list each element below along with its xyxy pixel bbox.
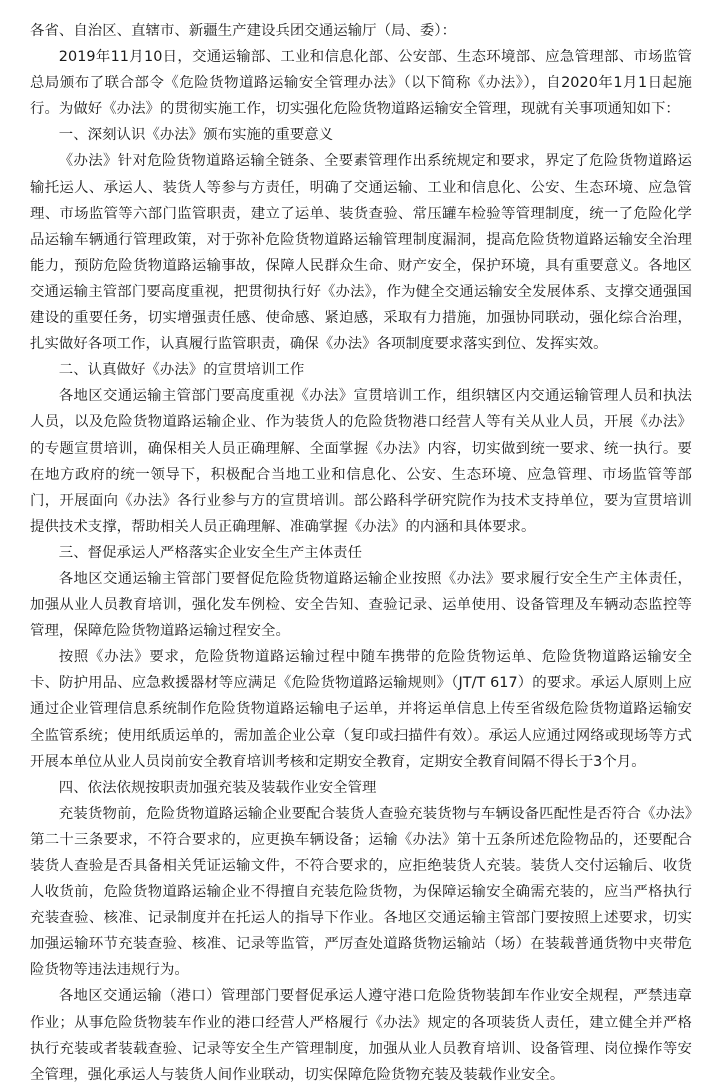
document-body — [30, 18, 692, 1088]
intro-paragraph: 2019年11月10日，交通运输部、工业和信息化部、公安部、生态环境部、应急管理部、市场监管总局颁布了联合部令《危险货物道路运输安全管理办法》（以下简称《办法》），自2020年1月1日起施行。为做好《办法》的贯彻实施工作，切实强化危险货物道路运输安全管理，现就有关事项通知如下： — [30, 49, 692, 118]
section-3-paragraph-2: 按照《办法》要求，危险货物道路运输过程中随车携带的危险货物运单、危险货物道路运输安全卡、防护用品、应急救援器材等应满足《危险货物道路运输规则》（JT/T 617）的要求。承运人原则上应通过企业管理信息系统制作危险货物道路运输电子运单，并将运单信息上传至省级危险货物道路运输安全监管系统；使用纸质运单的，需加盖企业公章（复印或扫描件有效）。承运人应通过网络或现场等方式开展本单位从业人员岗前安全教育培训考核和定期安全教育，定期安全教育间隔不得长于3个月。 — [30, 649, 692, 770]
section-4-paragraph-1: 充装货物前，危险货物道路运输企业要配合装货人查验充装货物与车辆设备匹配性是否符合《办法》第二十三条要求，不符合要求的，应更换车辆设备；运输《办法》第十五条所述危险物品的，还要配合装货人查验是否具备相关凭证运输文件，不符合要求的，应拒绝装货人充装。装货人交付运输后、收货人收货前，危险货物道路运输企业不得擅自充装危险货物，为保障运输安全确需充装的，应当严格执行充装查验、核准、记录制度并在托运人的指导下作业。各地区交通运输主管部门要按照上述要求，切实加强运输环节充装查验、核准、记录等监管，严厉查处道路货物运输站（场）在装载普通货物中夹带危险货物等违法违规行为。 — [30, 805, 692, 979]
section-3-paragraph-1: 各地区交通运输主管部门要督促危险货物道路运输企业按照《办法》要求履行安全生产主体责任，加强从业人员教育培训，强化发车例检、安全告知、查验记录、运单使用、设备管理及车辆动态监控等管理，保障危险货物道路运输过程安全。 — [30, 570, 692, 640]
section-heading-4: 四、依法依规按职责加强充装及装载作业安全管理 — [58, 779, 377, 796]
section-1-paragraph: 《办法》针对危险货物道路运输全链条、全要素管理作出系统规定和要求，界定了危险货物道路运输托运人、承运人、装货人等参与方责任，明确了交通运输、工业和信息化、公安、生态环境、应急管理、市场监管等六部门监管职责，建立了运单、装货查验、常压罐车检验等管理制度，统一了危险化学品运输车辆通行管理政策，对于弥补危险货物道路运输管理制度漏洞，提高危险货物道路运输安全治理能力，预防危险货物道路运输事故，保障人民群众生命、财产安全，保护环境，具有重要意义。各地区交通运输主管部门要高度重视，把贯彻执行好《办法》，作为健全交通运输安全发展体系、支撑交通强国建设的重要任务，切实增强责任感、使命感、紧迫感，采取有力措施，加强协同联动，强化综合治理，扎实做好各项工作，认真履行监管职责，确保《办法》各项制度要求落实到位、发挥实效。 — [30, 153, 692, 353]
addressee-line: 各省、自治区、直辖市、新疆生产建设兵团交通运输厅（局、委）： — [30, 23, 457, 39]
section-heading-1: 一、深刻认识《办法》颁布实施的重要意义 — [58, 127, 334, 144]
section-heading-2: 二、认真做好《办法》的宣贯培训工作 — [58, 362, 305, 379]
section-4-paragraph-2: 各地区交通运输（港口）管理部门要督促承运人遵守港口危险货物装卸车作业安全规程，严禁违章作业；从事危险货物装车作业的港口经营人严格履行《办法》规定的各项装货人责任，建立健全并严格执行充装或者装载查验、记录等安全生产管理制度，加强从业人员教育培训、设备管理、岗位操作等安全管理，强化承运人与装货人间作业联动，切实保障危险货物充装及装载作业安全。 — [30, 988, 692, 1083]
section-2-paragraph: 各地区交通运输主管部门要高度重视《办法》宣贯培训工作，组织辖区内交通运输管理人员和执法人员，以及危险货物道路运输企业、作为装货人的危险货物港口经营人等有关从业人员，开展《办法》的专题宣贯培训，确保相关人员正确理解、全面掌握《办法》内容，切实做到统一要求、统一执行。要在地方政府的统一领导下，积极配合当地工业和信息化、公安、生态环境、应急管理、市场监管等部门，开展面向《办法》各行业参与方的宣贯培训。部公路科学研究院作为技术支持单位，要为宣贯培训提供技术支撑，帮助相关人员正确理解、准确掌握《办法》的内涵和具体要求。 — [30, 388, 692, 535]
section-heading-3: 三、督促承运人严格落实企业安全生产主体责任 — [58, 544, 363, 561]
